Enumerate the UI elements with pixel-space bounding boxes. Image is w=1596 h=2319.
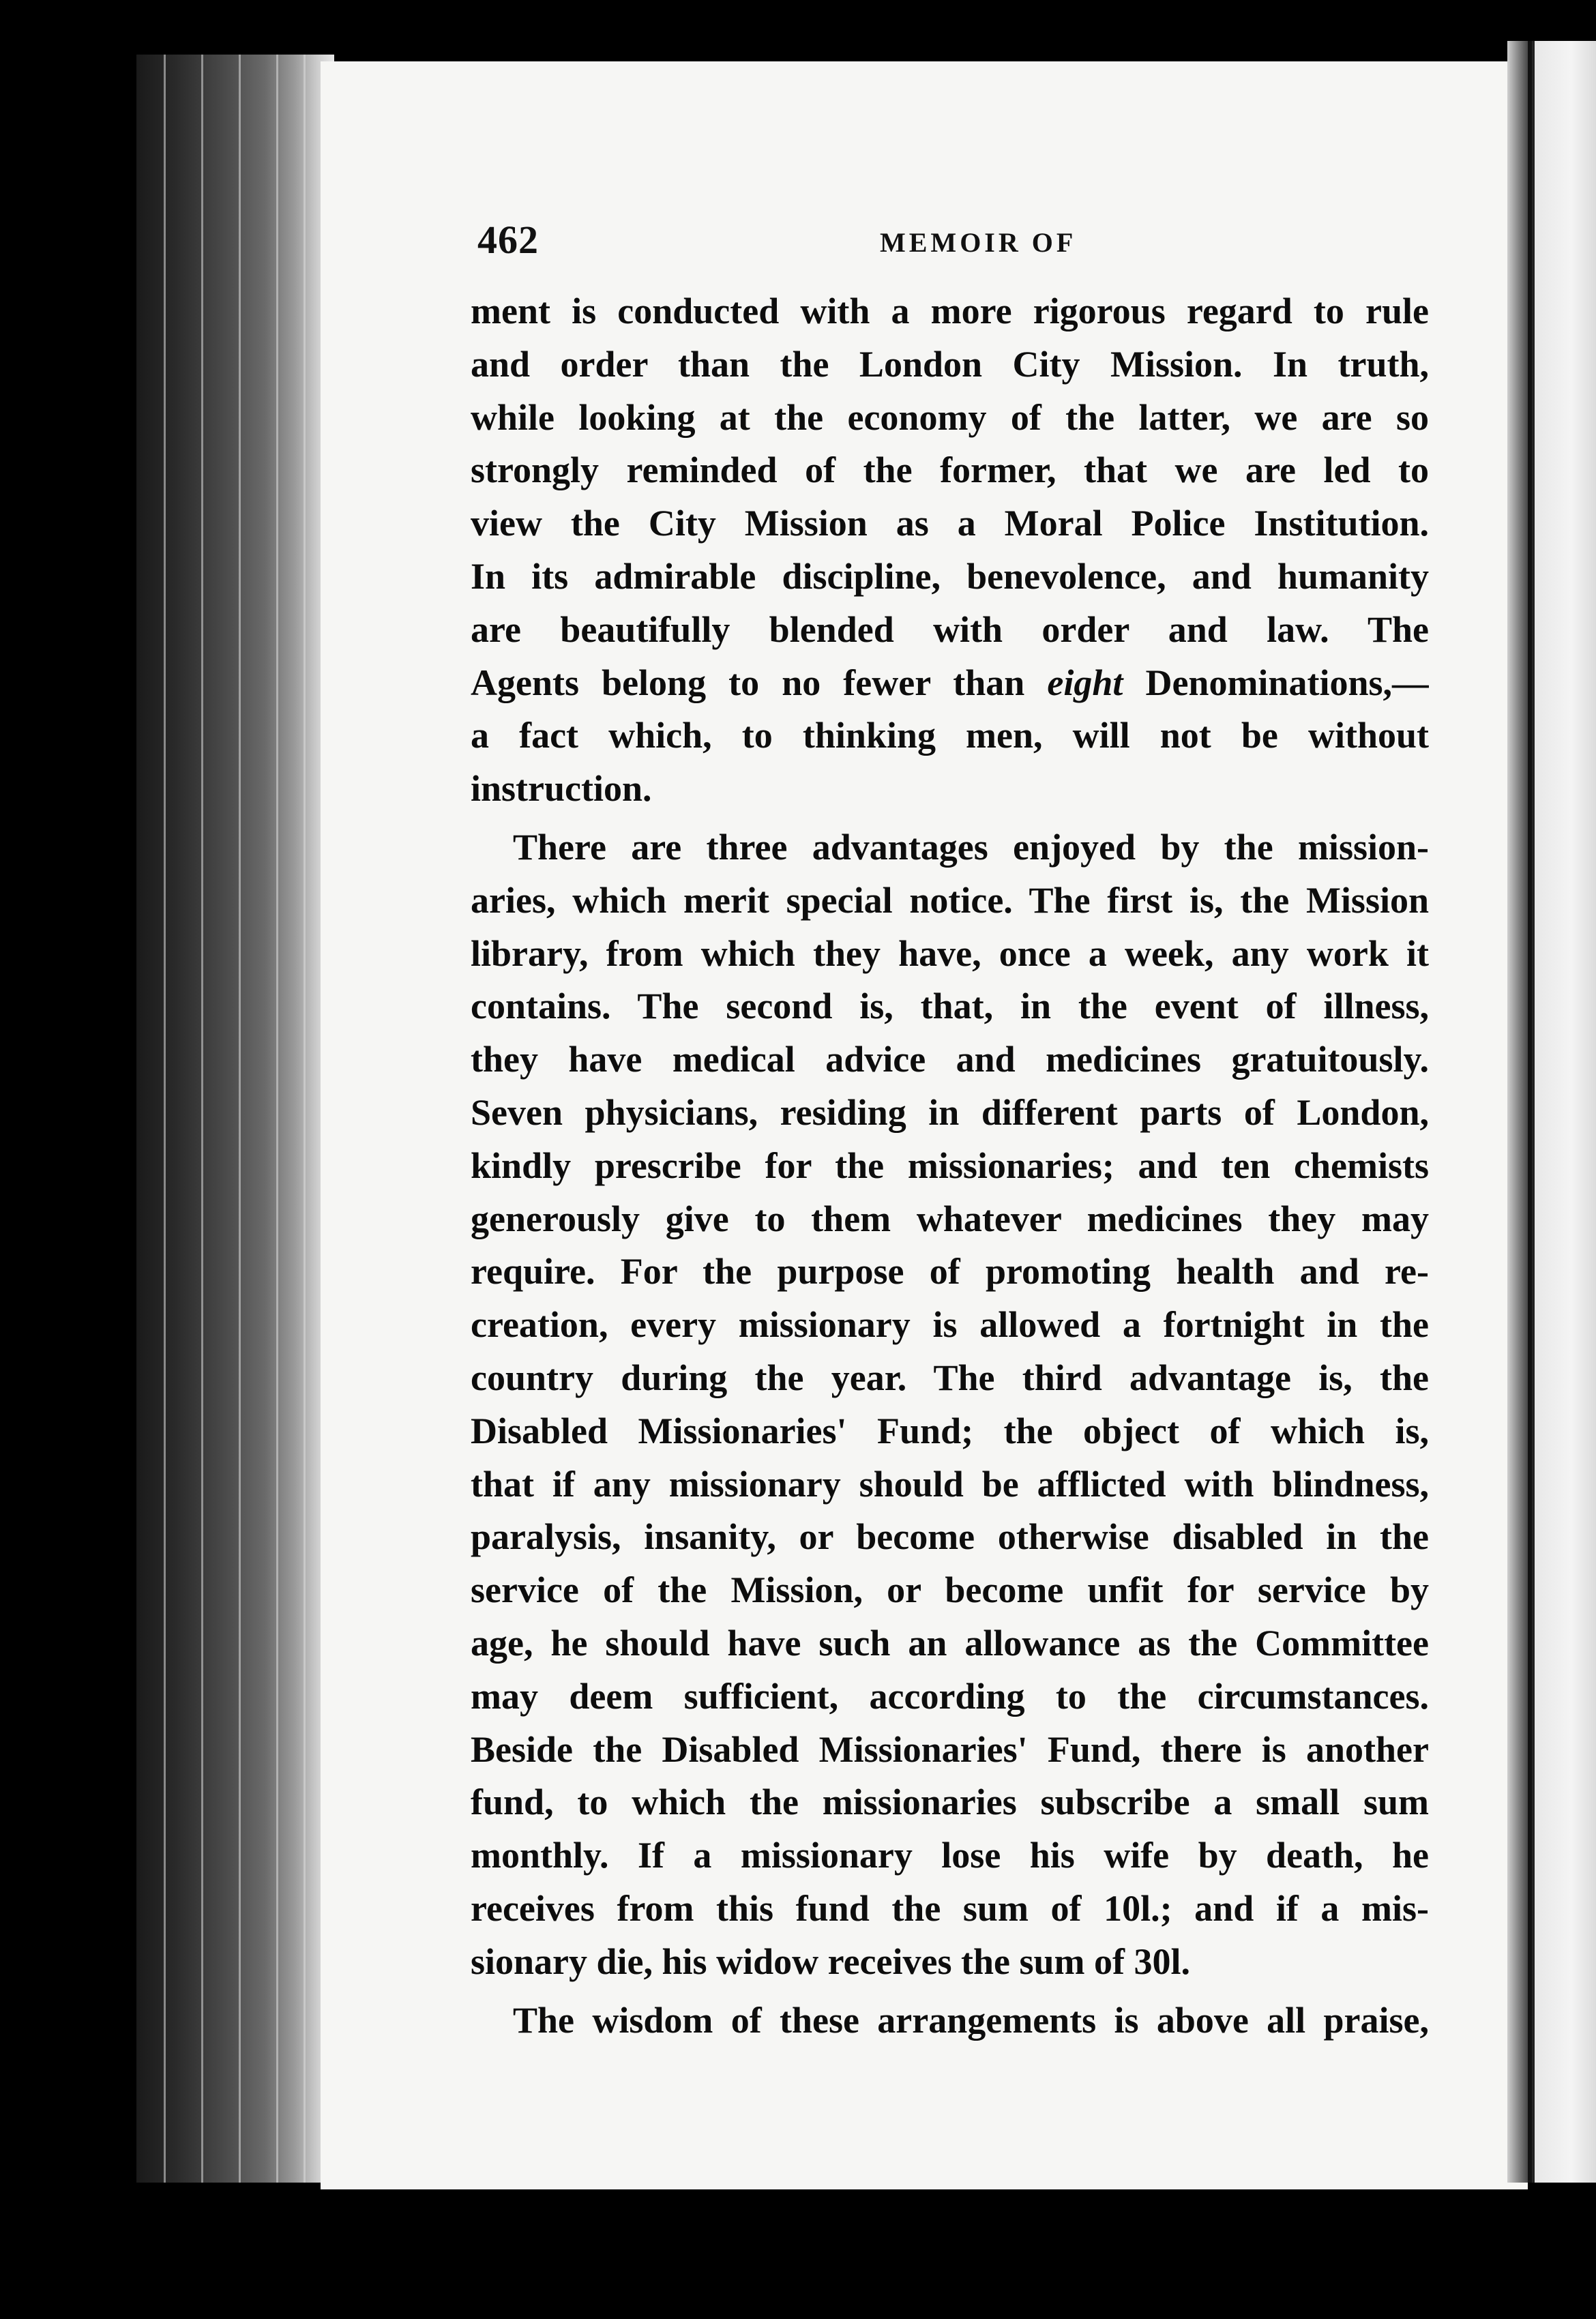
page-edge-stack	[136, 55, 334, 2183]
text-line: monthly. If a missionary lose his wife by death, he	[471, 1835, 1429, 1876]
text-line: There are three advantages enjoyed by the mission-	[513, 826, 1429, 868]
text-line: they have medical advice and medicines gratuitously.	[471, 1039, 1429, 1080]
text-line: are beautifully blended with order and law. The	[471, 608, 1429, 650]
text-line: Disabled Missionaries' Fund; the object of which is,	[471, 1410, 1429, 1451]
text-line: may deem sufficient, according to the circumstances.	[471, 1675, 1429, 1717]
page-number: 462	[477, 218, 539, 262]
body-text	[471, 285, 1429, 2047]
text-line: fund, to which the missionaries subscribe a small sum	[471, 1782, 1429, 1823]
text-line: a fact which, to thinking men, will not be without	[471, 715, 1429, 756]
text-line: age, he should have such an allowance as the Committee	[471, 1622, 1429, 1664]
text-line: instruction.	[471, 768, 652, 810]
text-line: require. For the purpose of promoting health and re-	[471, 1251, 1429, 1293]
text-line: creation, every missionary is allowed a fortnight in the	[471, 1304, 1429, 1346]
text-line: In its admirable discipline, benevolence, and humanity	[471, 555, 1429, 597]
facing-page-edge	[1535, 41, 1596, 2183]
text-line: Seven physicians, residing in different parts of London,	[471, 1091, 1429, 1133]
gutter-edge	[1528, 41, 1532, 2183]
text-line: and order than the London City Mission. In truth,	[471, 343, 1429, 385]
text-line: contains. The second is, that, in the event of illness,	[471, 986, 1429, 1027]
text-line: service of the Mission, or become unfit for service by	[471, 1569, 1429, 1611]
text-line: sionary die, his widow receives the sum of 30l.	[471, 1940, 1190, 1982]
text-line: country during the year. The third advantage is, the	[471, 1357, 1429, 1398]
text-line: while looking at the economy of the latter, we are so	[471, 396, 1429, 438]
page-header	[477, 217, 1432, 271]
paragraph-gap	[471, 1989, 1429, 1994]
text-line: that if any missionary should be afflicted with blindness,	[471, 1463, 1429, 1505]
text-line: Beside the Disabled Missionaries' Fund, there is another	[471, 1728, 1429, 1770]
text-line: view the City Mission as a Moral Police Institution.	[471, 503, 1429, 544]
text-line: paralysis, insanity, or become otherwise disabled in the	[471, 1516, 1429, 1558]
running-head: MEMOIR OF	[880, 227, 1077, 258]
text-line: strongly reminded of the former, that we are led to	[471, 449, 1429, 491]
text-line: receives from this fund the sum of 10l.; and if a mis-	[471, 1887, 1429, 1929]
text-line: kindly prescribe for the missionaries; and ten chemists	[471, 1144, 1429, 1186]
text-line: aries, which merit special notice. The first is, the Mission	[471, 879, 1429, 921]
text-line: The wisdom of these arrangements is above all praise,	[513, 1999, 1429, 2041]
text-line: ment is conducted with a more rigorous regard to rule	[471, 291, 1429, 331]
italic-word: eight	[1047, 662, 1123, 703]
text-line: generously give to them whatever medicines they may	[471, 1198, 1429, 1239]
text-line: library, from which they have, once a week, any work it	[471, 932, 1429, 974]
paragraph-gap	[471, 816, 1429, 821]
text-line: Agents belong to no fewer than eight Denominations,—	[471, 662, 1429, 703]
